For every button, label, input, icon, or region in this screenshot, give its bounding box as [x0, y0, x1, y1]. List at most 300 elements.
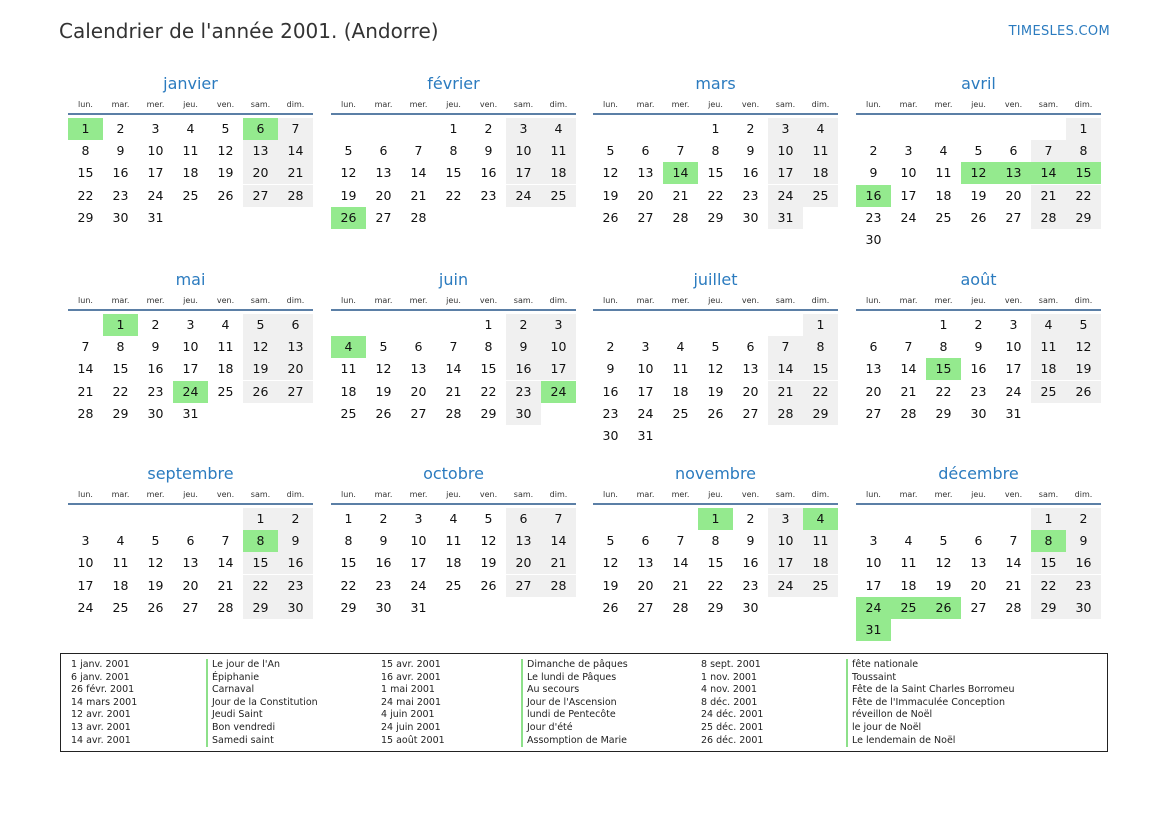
day-cell: 16 — [742, 165, 759, 181]
day-cell: 27 — [243, 185, 278, 207]
month-name: août — [960, 270, 997, 289]
weekday-label: sam. — [1038, 296, 1059, 305]
day-cell: 12 — [935, 555, 952, 571]
day-cell: 29 — [1066, 207, 1101, 229]
weekday-label: lun. — [866, 296, 881, 305]
day-cell: 15 — [1031, 552, 1066, 574]
legend-holiday-name: Le jour de l'An — [206, 659, 318, 672]
day-cell: 23 — [970, 383, 987, 399]
day-cell: 10 — [768, 530, 803, 552]
day-cell: 30 — [147, 405, 164, 421]
day-cell: 12 — [340, 165, 357, 181]
weekday-label: jeu. — [708, 296, 723, 305]
weekday-label: mer. — [146, 296, 165, 305]
day-cell: 4 — [904, 533, 913, 549]
day-cell: 9 — [746, 533, 755, 549]
day-cell: 26 — [1066, 381, 1101, 403]
day-cell: 13 — [637, 165, 654, 181]
day-cell: 24 — [637, 405, 654, 421]
day-cell: 22 — [480, 383, 497, 399]
day-cell: 11 — [112, 555, 129, 571]
weekday-label: dim. — [286, 100, 305, 109]
day-cell: 2 — [606, 339, 615, 355]
day-cell: 12 — [602, 555, 619, 571]
day-cell: 18 — [803, 162, 838, 184]
weekday-label: mer. — [409, 490, 428, 499]
legend-holiday-name: Samedi saint — [206, 735, 318, 748]
holiday-day-cell: 1 — [103, 314, 138, 336]
day-cell: 10 — [768, 140, 803, 162]
weekday-label: sam. — [250, 100, 271, 109]
day-cell: 18 — [217, 361, 234, 377]
day-cell: 30 — [1066, 597, 1101, 619]
day-cell: 11 — [1031, 336, 1066, 358]
day-cell: 28 — [1031, 207, 1066, 229]
day-grid — [331, 505, 576, 639]
legend-date: 13 avr. 2001 — [71, 721, 131, 733]
day-cell: 19 — [375, 383, 392, 399]
day-cell: 9 — [278, 530, 313, 552]
day-cell: 10 — [1005, 339, 1022, 355]
weekday-label: ven. — [741, 100, 760, 109]
day-grid — [331, 311, 576, 445]
day-cell: 23 — [112, 187, 129, 203]
day-cell: 19 — [147, 577, 164, 593]
day-cell: 2 — [1066, 508, 1101, 530]
day-cell: 25 — [445, 577, 462, 593]
day-cell: 15 — [480, 361, 497, 377]
holiday-day-cell: 16 — [856, 185, 891, 207]
day-cell: 7 — [768, 336, 803, 358]
weekday-label: mar. — [899, 296, 918, 305]
day-cell: 9 — [974, 339, 983, 355]
day-cell: 8 — [711, 143, 720, 159]
day-cell: 5 — [974, 143, 983, 159]
month-mars — [593, 72, 838, 249]
day-cell: 12 — [707, 361, 724, 377]
day-cell: 12 — [602, 165, 619, 181]
day-cell: 24 — [1005, 383, 1022, 399]
day-cell: 17 — [541, 358, 576, 380]
day-cell: 28 — [1005, 599, 1022, 615]
day-cell: 18 — [541, 162, 576, 184]
day-cell: 21 — [1031, 185, 1066, 207]
legend-holiday-name: Jeudi Saint — [206, 709, 318, 722]
legend-holiday-name: Jour d'été — [521, 722, 628, 735]
weekday-label: jeu. — [971, 296, 986, 305]
day-grid — [593, 115, 838, 249]
day-cell: 26 — [970, 209, 987, 225]
day-cell: 7 — [278, 118, 313, 140]
day-cell: 1 — [484, 317, 493, 332]
day-cell: 11 — [217, 339, 234, 355]
day-cell: 14 — [672, 555, 689, 571]
day-cell: 21 — [672, 577, 689, 593]
day-cell: 20 — [637, 577, 654, 593]
weekday-label: sam. — [1038, 100, 1059, 109]
legend-name-column — [846, 659, 1015, 747]
legend-date: 26 déc. 2001 — [701, 734, 764, 746]
day-cell: 18 — [803, 552, 838, 574]
day-cell: 17 — [768, 162, 803, 184]
day-cell: 17 — [506, 162, 541, 184]
day-cell: 18 — [1031, 358, 1066, 380]
day-cell: 15 — [340, 555, 357, 571]
weekday-label: lun. — [78, 100, 93, 109]
day-cell: 9 — [1066, 530, 1101, 552]
legend-date: 15 avr. 2001 — [381, 659, 441, 670]
day-cell: 10 — [77, 555, 94, 571]
day-cell: 29 — [480, 405, 497, 421]
day-cell: 3 — [768, 508, 803, 530]
day-cell: 10 — [865, 555, 882, 571]
day-cell: 11 — [803, 140, 838, 162]
day-cell: 21 — [672, 187, 689, 203]
month-décembre — [856, 462, 1101, 639]
weekday-label: ven. — [479, 100, 498, 109]
holiday-day-cell: 8 — [1031, 530, 1066, 552]
day-cell: 29 — [77, 209, 94, 225]
day-cell: 6 — [869, 339, 878, 355]
day-cell: 4 — [939, 143, 948, 159]
day-cell: 20 — [1005, 187, 1022, 203]
month-name: octobre — [423, 464, 484, 483]
legend-holiday-name: Épiphanie — [206, 672, 318, 685]
day-cell: 20 — [243, 162, 278, 184]
day-cell: 18 — [112, 577, 129, 593]
month-name: avril — [961, 74, 996, 93]
day-cell: 29 — [112, 405, 129, 421]
day-grid — [593, 311, 838, 445]
day-cell: 26 — [375, 405, 392, 421]
day-cell: 13 — [182, 555, 199, 571]
day-cell: 22 — [77, 187, 94, 203]
day-cell: 6 — [641, 143, 650, 159]
weekday-label: dim. — [1074, 490, 1093, 499]
day-cell: 13 — [970, 555, 987, 571]
day-cell: 17 — [768, 552, 803, 574]
day-cell: 11 — [900, 555, 917, 571]
holiday-day-cell: 26 — [331, 207, 366, 229]
day-cell: 5 — [344, 143, 353, 159]
day-cell: 20 — [742, 383, 759, 399]
day-cell: 3 — [1009, 317, 1018, 332]
day-cell: 24 — [77, 599, 94, 615]
legend-date: 1 nov. 2001 — [701, 671, 757, 683]
day-cell: 27 — [637, 599, 654, 615]
day-cell: 9 — [116, 143, 125, 159]
day-cell: 26 — [147, 599, 164, 615]
weekday-label: dim. — [286, 296, 305, 305]
month-avril — [856, 72, 1101, 249]
day-cell: 9 — [379, 533, 388, 549]
weekday-label: dim. — [286, 490, 305, 499]
day-cell: 11 — [445, 533, 462, 549]
day-cell: 27 — [742, 405, 759, 421]
day-cell: 31 — [147, 209, 164, 225]
legend-date: 24 juin 2001 — [381, 721, 441, 733]
day-cell: 25 — [803, 575, 838, 597]
legend-holiday-name: Dimanche de pâques — [521, 659, 628, 672]
month-mai — [68, 268, 313, 445]
month-février — [331, 72, 576, 249]
day-cell: 6 — [278, 314, 313, 336]
day-cell: 24 — [147, 187, 164, 203]
day-cell: 12 — [147, 555, 164, 571]
day-cell: 8 — [449, 143, 458, 159]
day-cell: 3 — [541, 314, 576, 336]
day-cell: 10 — [637, 361, 654, 377]
day-cell: 22 — [1066, 185, 1101, 207]
weekday-label: mer. — [409, 100, 428, 109]
weekday-label: mer. — [671, 296, 690, 305]
day-cell: 6 — [506, 508, 541, 530]
day-cell: 3 — [641, 339, 650, 355]
weekday-label: mar. — [374, 296, 393, 305]
day-cell: 22 — [445, 187, 462, 203]
holiday-day-cell: 14 — [1031, 162, 1066, 184]
day-cell: 16 — [112, 165, 129, 181]
weekday-label: mer. — [146, 100, 165, 109]
day-cell: 21 — [410, 187, 427, 203]
day-cell: 25 — [935, 209, 952, 225]
month-name: mars — [695, 74, 736, 93]
day-cell: 3 — [904, 143, 913, 159]
weekday-label: mer. — [671, 490, 690, 499]
legend-date: 16 avr. 2001 — [381, 671, 441, 683]
day-cell: 2 — [746, 121, 755, 136]
day-cell: 29 — [1031, 597, 1066, 619]
weekday-label: mar. — [899, 490, 918, 499]
day-cell: 14 — [410, 165, 427, 181]
day-cell: 27 — [410, 405, 427, 421]
weekday-label: mar. — [111, 490, 130, 499]
day-cell: 9 — [746, 143, 755, 159]
legend-date: 25 déc. 2001 — [701, 721, 764, 733]
weekday-label: ven. — [1004, 490, 1023, 499]
day-cell: 5 — [379, 339, 388, 355]
day-cell: 31 — [637, 428, 654, 443]
day-cell: 3 — [414, 511, 423, 526]
day-cell: 11 — [935, 165, 952, 181]
day-cell: 19 — [935, 577, 952, 593]
day-cell: 6 — [974, 533, 983, 549]
month-juin — [331, 268, 576, 445]
day-cell: 9 — [484, 143, 493, 159]
day-cell: 5 — [1066, 314, 1101, 336]
day-cell: 13 — [742, 361, 759, 377]
day-cell: 2 — [278, 508, 313, 530]
day-cell: 30 — [278, 597, 313, 619]
day-cell: 25 — [541, 185, 576, 207]
brand-logo-text[interactable]: TIMESLES.COM — [1008, 24, 1110, 39]
day-cell: 3 — [506, 118, 541, 140]
legend-holiday-name: Jour de la Constitution — [206, 697, 318, 710]
day-cell: 21 — [278, 162, 313, 184]
day-cell: 4 — [116, 533, 125, 549]
day-cell: 17 — [637, 383, 654, 399]
weekday-label: mer. — [934, 100, 953, 109]
day-cell: 26 — [602, 209, 619, 225]
day-cell: 17 — [900, 187, 917, 203]
legend-date: 24 déc. 2001 — [701, 709, 764, 721]
day-cell: 13 — [865, 361, 882, 377]
weekday-label: sam. — [250, 296, 271, 305]
legend-date: 8 déc. 2001 — [701, 696, 758, 708]
day-cell: 16 — [970, 361, 987, 377]
day-cell: 18 — [935, 187, 952, 203]
day-cell: 25 — [1031, 381, 1066, 403]
day-cell: 10 — [147, 143, 164, 159]
day-cell: 20 — [637, 187, 654, 203]
legend-date: 14 avr. 2001 — [71, 734, 131, 746]
day-cell: 26 — [602, 599, 619, 615]
day-cell: 31 — [768, 207, 803, 229]
day-cell: 15 — [803, 358, 838, 380]
day-cell: 17 — [1005, 361, 1022, 377]
day-grid — [331, 115, 576, 249]
weekday-label: lun. — [78, 296, 93, 305]
holiday-day-cell: 12 — [961, 162, 996, 184]
day-cell: 3 — [81, 533, 90, 549]
day-cell: 27 — [865, 405, 882, 421]
month-name: décembre — [938, 464, 1019, 483]
day-cell: 4 — [449, 511, 458, 526]
day-cell: 23 — [506, 381, 541, 403]
weekday-label: mer. — [934, 296, 953, 305]
day-cell: 20 — [865, 383, 882, 399]
day-cell: 19 — [970, 187, 987, 203]
day-cell: 15 — [243, 552, 278, 574]
legend-date: 15 août 2001 — [381, 734, 445, 746]
weekday-label: mar. — [899, 100, 918, 109]
holiday-day-cell: 8 — [243, 530, 278, 552]
day-cell: 7 — [1009, 533, 1018, 549]
day-cell: 3 — [186, 317, 195, 332]
day-cell: 28 — [217, 599, 234, 615]
legend-holiday-name: Fête de la Saint Charles Borromeu — [846, 684, 1015, 697]
weekday-label: ven. — [741, 490, 760, 499]
weekday-label: jeu. — [971, 100, 986, 109]
day-cell: 28 — [278, 185, 313, 207]
day-cell: 23 — [480, 187, 497, 203]
day-cell: 1 — [711, 121, 720, 136]
day-cell: 31 — [410, 599, 427, 615]
legend-date: 26 févr. 2001 — [71, 684, 135, 696]
weekday-label: lun. — [603, 100, 618, 109]
day-cell: 16 — [506, 358, 541, 380]
weekday-label: jeu. — [446, 100, 461, 109]
legend-date: 8 sept. 2001 — [701, 659, 761, 670]
day-cell: 2 — [379, 511, 388, 526]
weekday-label: jeu. — [708, 100, 723, 109]
day-cell: 26 — [480, 577, 497, 593]
weekday-label: lun. — [603, 296, 618, 305]
weekday-label: lun. — [341, 296, 356, 305]
day-cell: 21 — [77, 383, 94, 399]
weekday-header — [331, 295, 576, 307]
day-cell: 19 — [480, 555, 497, 571]
month-novembre — [593, 462, 838, 639]
day-cell: 26 — [707, 405, 724, 421]
day-grid — [68, 505, 313, 639]
legend-holiday-name: Carnaval — [206, 684, 318, 697]
day-cell: 1 — [1031, 508, 1066, 530]
day-cell: 29 — [707, 209, 724, 225]
weekday-label: lun. — [603, 490, 618, 499]
day-cell: 30 — [112, 209, 129, 225]
legend-date: 4 juin 2001 — [381, 709, 435, 721]
legend-date: 4 nov. 2001 — [701, 684, 757, 696]
day-cell: 18 — [900, 577, 917, 593]
day-cell: 27 — [278, 381, 313, 403]
month-name: novembre — [674, 464, 757, 483]
day-cell: 13 — [243, 140, 278, 162]
day-cell: 17 — [147, 165, 164, 181]
day-cell: 5 — [221, 121, 230, 136]
day-cell: 2 — [151, 317, 160, 332]
holiday-day-cell: 24 — [541, 381, 576, 403]
month-janvier — [68, 72, 313, 249]
weekday-label: sam. — [250, 490, 271, 499]
day-cell: 23 — [742, 577, 759, 593]
legend-holiday-name: Le lundi de Pâques — [521, 672, 628, 685]
day-grid — [856, 115, 1101, 249]
holiday-day-cell: 14 — [663, 162, 698, 184]
holiday-day-cell: 4 — [803, 508, 838, 530]
day-cell: 21 — [217, 577, 234, 593]
weekday-label: ven. — [1004, 296, 1023, 305]
day-cell: 12 — [375, 361, 392, 377]
day-cell: 23 — [375, 577, 392, 593]
day-cell: 27 — [375, 209, 392, 225]
day-cell: 30 — [742, 599, 759, 615]
weekday-label: mar. — [374, 100, 393, 109]
day-cell: 23 — [1066, 575, 1101, 597]
month-août — [856, 268, 1101, 445]
day-cell: 15 — [112, 361, 129, 377]
legend-holiday-name: Bon vendredi — [206, 722, 318, 735]
day-cell: 25 — [672, 405, 689, 421]
day-cell: 16 — [147, 361, 164, 377]
weekday-label: mar. — [111, 296, 130, 305]
weekday-label: ven. — [479, 490, 498, 499]
day-cell: 5 — [711, 339, 720, 355]
holiday-day-cell: 31 — [856, 619, 891, 641]
day-cell: 29 — [935, 405, 952, 421]
day-grid — [68, 115, 313, 249]
day-cell: 14 — [900, 361, 917, 377]
day-cell: 28 — [445, 405, 462, 421]
day-cell: 4 — [186, 121, 195, 136]
day-cell: 25 — [340, 405, 357, 421]
day-cell: 20 — [970, 577, 987, 593]
day-cell: 21 — [768, 381, 803, 403]
legend-name-column — [521, 659, 628, 747]
day-cell: 29 — [340, 599, 357, 615]
weekday-header — [593, 295, 838, 307]
day-cell: 2 — [974, 317, 983, 332]
day-cell: 16 — [602, 383, 619, 399]
weekday-header — [331, 99, 576, 111]
weekday-header — [68, 295, 313, 307]
day-cell: 5 — [243, 314, 278, 336]
day-cell: 9 — [869, 165, 878, 181]
day-cell: 4 — [541, 118, 576, 140]
day-cell: 30 — [865, 232, 882, 247]
day-cell: 14 — [541, 530, 576, 552]
day-cell: 15 — [445, 165, 462, 181]
